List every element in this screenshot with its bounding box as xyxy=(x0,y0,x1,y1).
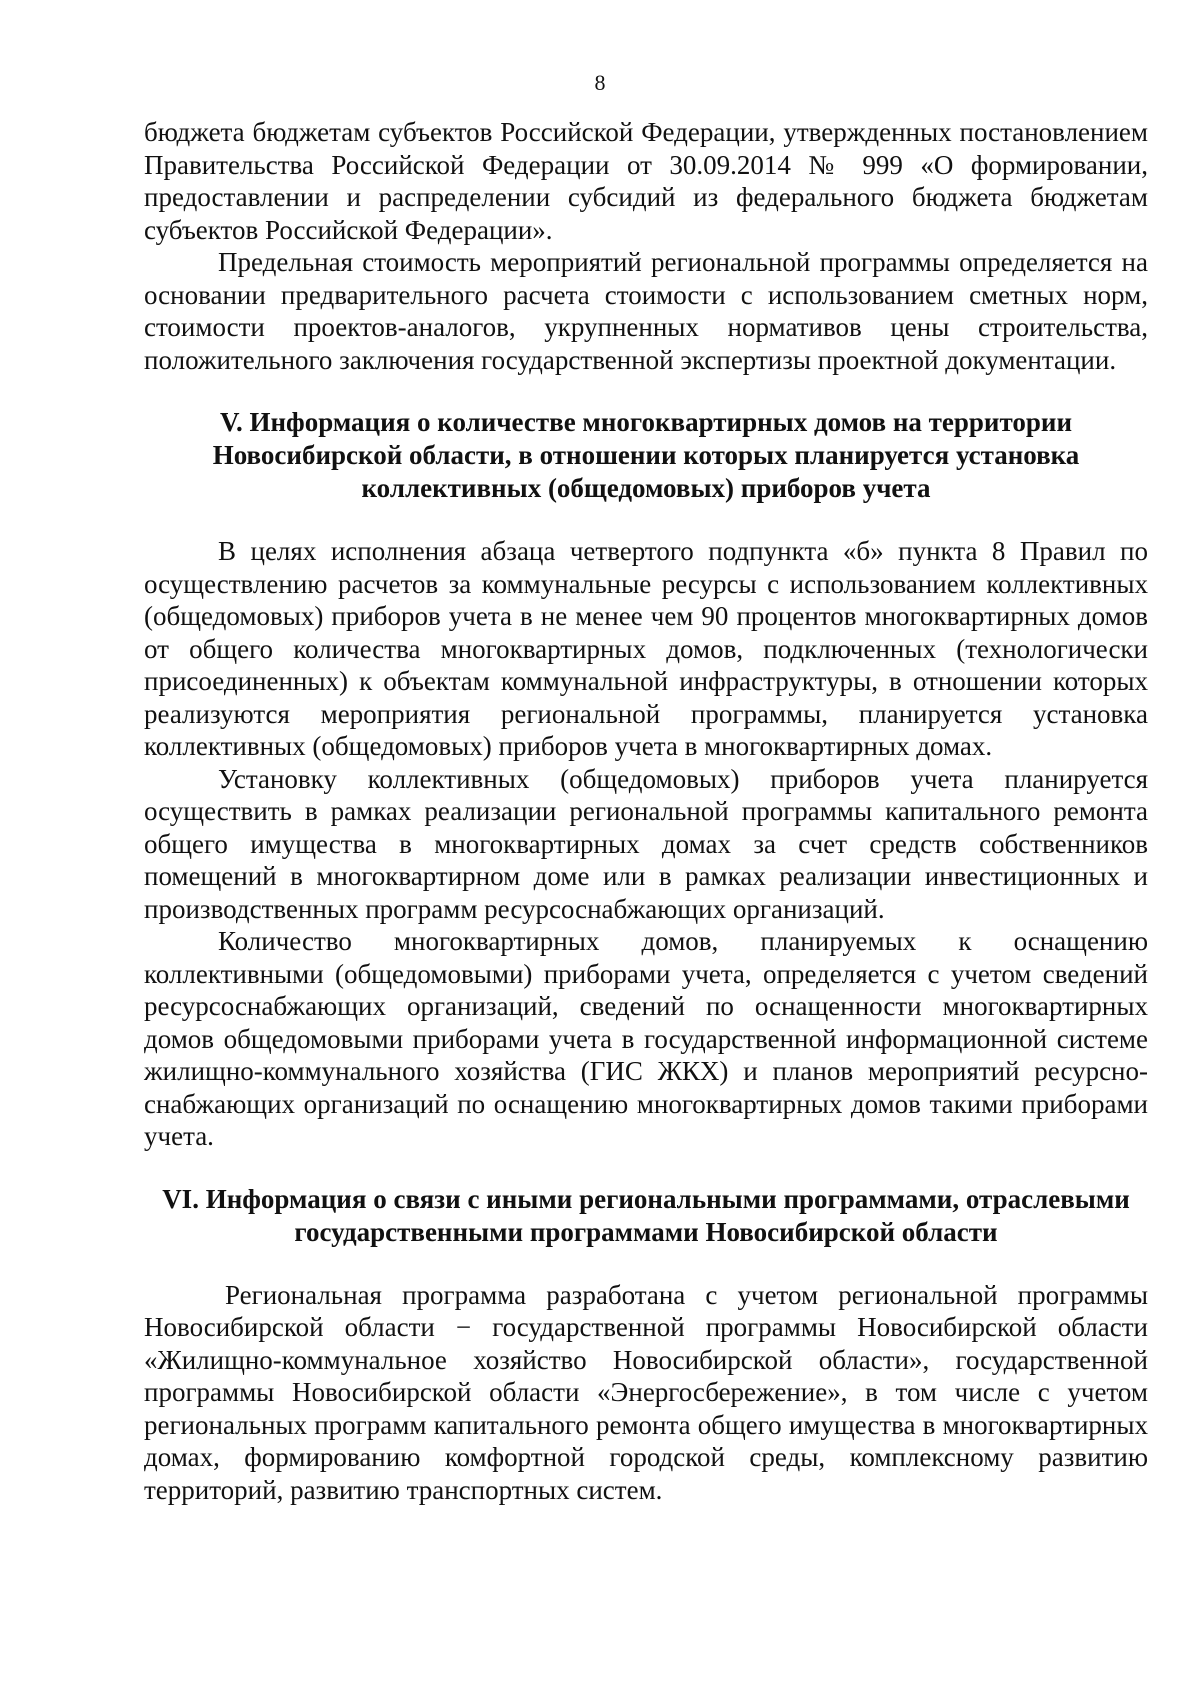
section-5-paragraph-3: Количество многоквартирных домов, планируемых к оснащению коллективными (общедомовыми) приборами учета, определяется с учетом сведений ресурсоснабжающих организаций, сведений по оснащенности многоквартирных домов общедомовыми приборами учета в государственной информационной системе жилищно-коммунального хозяйства (ГИС ЖКХ) и планов мероприятий ресурсно-снабжающих организаций по оснащению многоквартирных домов такими приборами учета. xyxy=(144,926,1148,1151)
page-content xyxy=(144,116,1148,1506)
section-5-heading: V. Информация о количестве многоквартирных домов на территории Новосибирской области, в отношении которых планируется установка коллективных (общедомовых) приборов учета xyxy=(212,407,1080,503)
page-number: 8 xyxy=(594,70,606,95)
section-6-heading: VI. Информация о связи с иными региональными программами, отраслевыми государственными программами Новосибирской области xyxy=(162,1183,1130,1247)
section-5-paragraph-1: В целях исполнения абзаца четвертого подпункта «б» пункта 8 Правил по осуществлению расчетов за коммунальные ресурсы с использованием коллективных (общедомовых) приборов учета в не менее чем 90 процентов многоквартирных домов от общего количества многоквартирных домов, подключенных (технологически присоединенных) к объектам коммунальной инфраструктуры, в отношении которых реализуются мероприятия региональной программы, планируется установка коллективных (общедомовых) приборов учета в многоквартирных домах. xyxy=(144,536,1148,761)
section-5-paragraph-2: Установку коллективных (общедомовых) приборов учета планируется осуществить в рамках реализации региональной программы капитального ремонта общего имущества в многоквартирных домах за счет средств собственников помещений в многоквартирном доме или в рамках реализации инвестиционных и производственных программ ресурсоснабжающих организаций. xyxy=(144,763,1148,924)
paragraph-continuation: бюджета бюджетам субъектов Российской Федерации, утвержденных постановлением Правительства Российской Федерации от 30.09.2014 № 999 «О формировании, предоставлении и распределении субсидий из федерального бюджета бюджетам субъектов Российской Федерации». xyxy=(144,117,1148,245)
section-6-paragraph-1: Региональная программа разработана с учетом региональной программы Новосибирской области − государственной программы Новосибирской области «Жилищно-коммунальное хозяйство Новосибирской области», государственной программы Новосибирской области «Энергосбережение», в том числе с учетом региональных программ капитального ремонта общего имущества в многоквартирных домах, формированию комфортной городской среды, комплексному развитию территорий, развитию транспортных систем. xyxy=(144,1279,1148,1505)
paragraph-cost-limit: Предельная стоимость мероприятий региональной программы определяется на основании предварительного расчета стоимости с использованием сметных норм, стоимости проектов-аналогов, укрупненных нормативов цены строительства, положительного заключения государственной экспертизы проектной документации. xyxy=(144,247,1148,375)
